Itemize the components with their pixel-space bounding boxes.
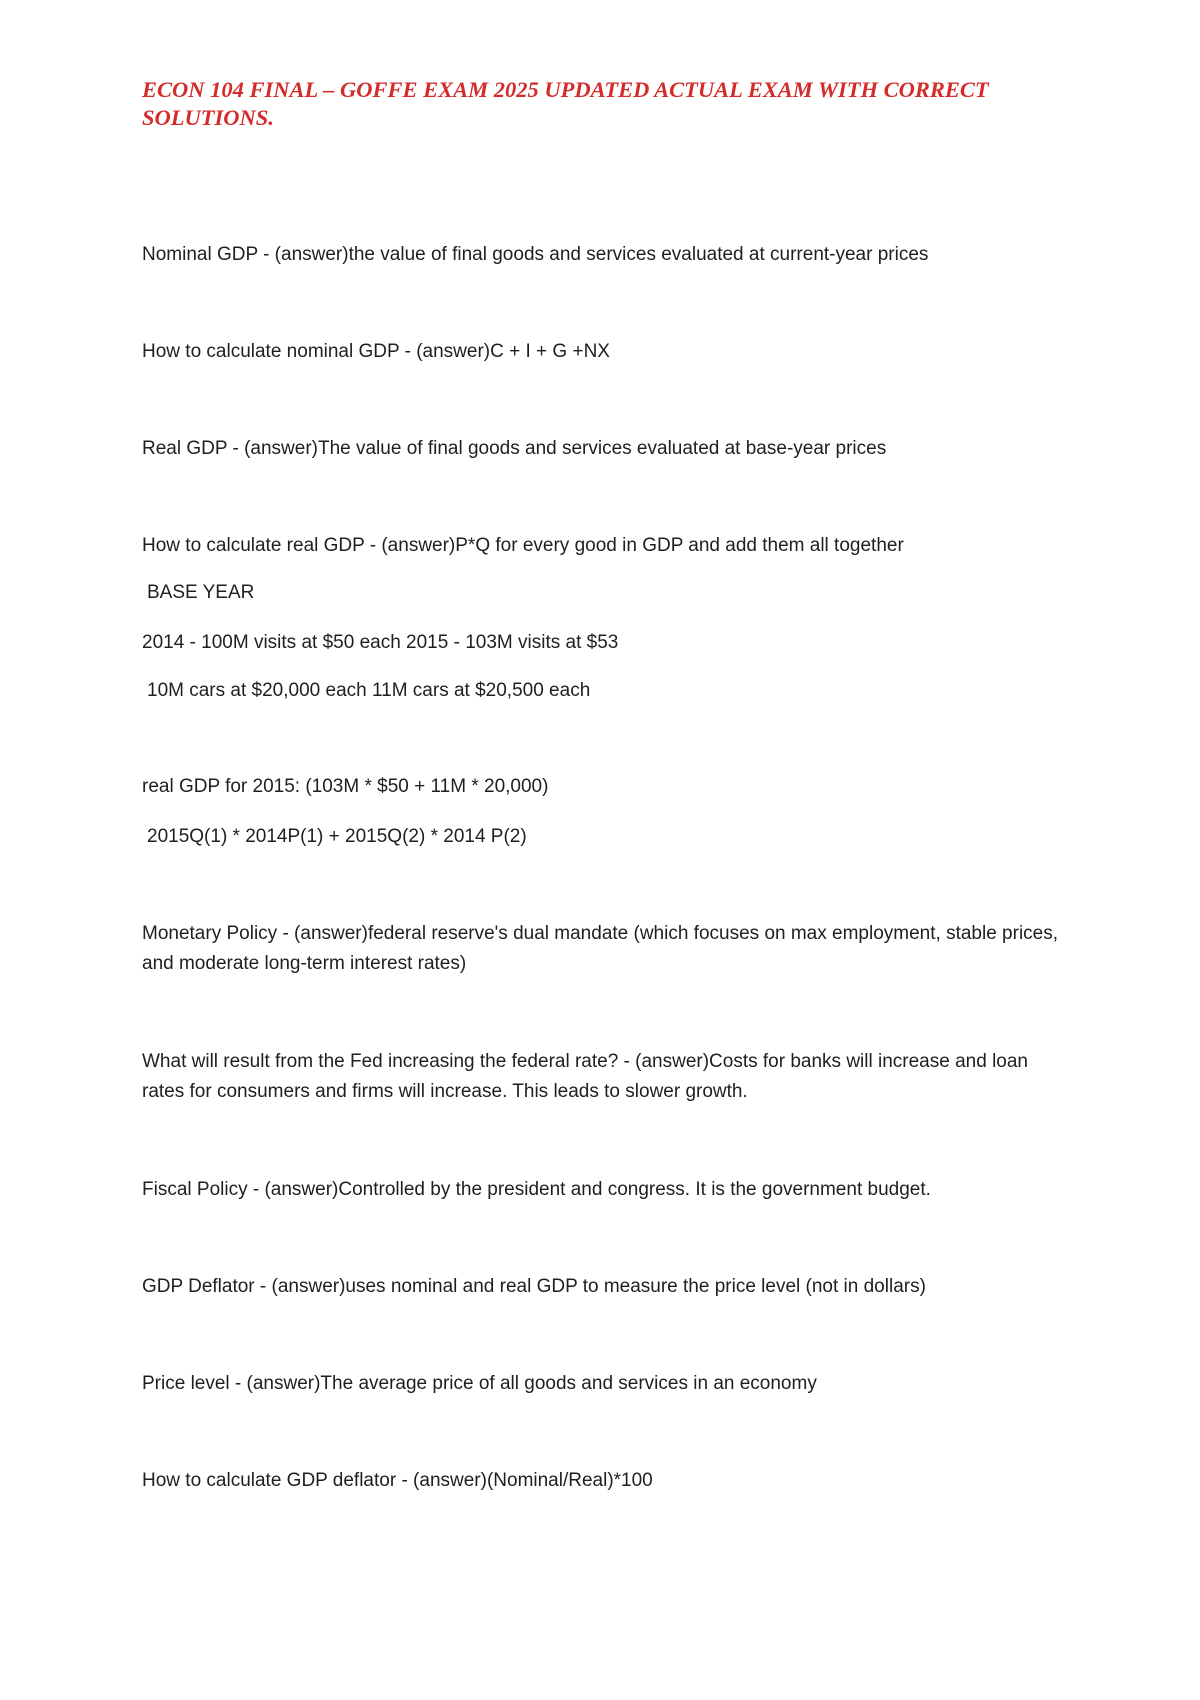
line-calc-real-gdp: How to calculate real GDP - (answer)P*Q for every good in GDP and add them all together (142, 535, 904, 556)
line-monetary-policy: Monetary Policy - (answer)federal reserve's dual mandate (which focuses on max employment, stable prices, and moderate long-term interest rates) (142, 923, 1064, 974)
line-price-level: Price level - (answer)The average price of all goods and services in an economy (142, 1373, 817, 1394)
line-real-gdp-2015: real GDP for 2015: (103M * $50 + 11M * 20,000) (142, 776, 549, 797)
line-nominal-gdp: Nominal GDP - (answer)the value of final goods and services evaluated at current-year prices (142, 244, 929, 265)
line-gdp-deflator: GDP Deflator - (answer)uses nominal and real GDP to measure the price level (not in dollars) (142, 1276, 926, 1297)
line-base-year: BASE YEAR (147, 582, 255, 603)
line-fiscal-policy: Fiscal Policy - (answer)Controlled by the president and congress. It is the government budget. (142, 1179, 931, 1200)
line-visits-example: 2014 - 100M visits at $50 each 2015 - 103M visits at $53 (142, 632, 619, 653)
line-fed-rate: What will result from the Fed increasing the federal rate? - (answer)Costs for banks will increase and loan rates for consumers and firms will increase. This leads to slower growth. (142, 1051, 1034, 1102)
line-real-gdp-formula: 2015Q(1) * 2014P(1) + 2015Q(2) * 2014 P(2) (147, 826, 527, 847)
line-real-gdp: Real GDP - (answer)The value of final goods and services evaluated at base-year prices (142, 438, 887, 459)
line-calc-nominal-gdp: How to calculate nominal GDP - (answer)C + I + G +NX (142, 341, 610, 362)
line-calc-gdp-deflator: How to calculate GDP deflator - (answer)(Nominal/Real)*100 (142, 1470, 653, 1491)
document-title: ECON 104 FINAL – GOFFE EXAM 2025 UPDATED ACTUAL EXAM WITH CORRECT SOLUTIONS. (142, 77, 989, 130)
line-cars-example: 10M cars at $20,000 each 11M cars at $20,500 each (147, 680, 591, 701)
